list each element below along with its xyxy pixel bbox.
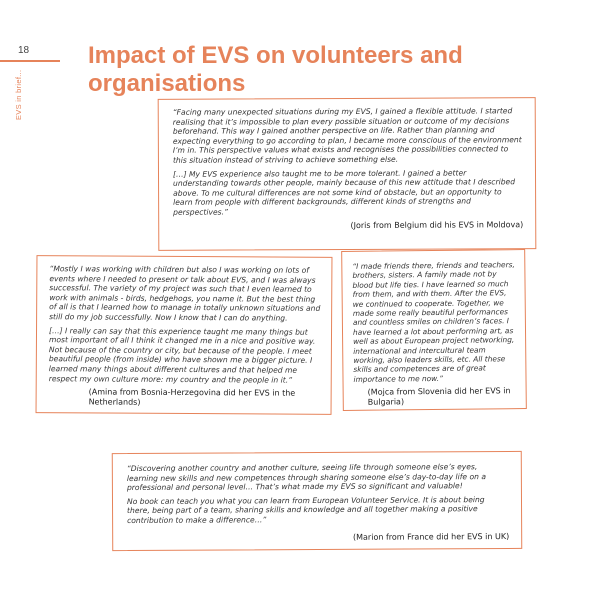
page-title: Impact of EVS on volunteers and organisations bbox=[88, 42, 463, 97]
quote-box-amina bbox=[36, 255, 333, 415]
page-number-rule bbox=[0, 60, 60, 62]
quote-paragraph: “I made friends there, friends and teachers, brothers, sisters. A family made not by blood but life ties. I have learned so much from them, and with them. After the EVS, we continued to cooperate. Together, we made some really beautiful performances and countless smiles on children’s faces. I have learned a lot about performing art, as well as about European project networking, international and intercultural team working, also leaders skills, etc. All these skills and competences are of great importance to me now.” bbox=[352, 260, 515, 384]
quote-paragraph: […] I really can say that this experience taught me many things but most important of all I think it changed me in a nice and positive way. Not because of the country or city, but because of the people. I meet beautiful people (from inside) who have shown me a bigger picture. I learned many things about different cultures and that helped me respect my own culture more: my country and the people in it.” bbox=[48, 325, 316, 385]
quote-box-mojca bbox=[341, 249, 527, 411]
page-number: 18 bbox=[18, 45, 30, 56]
quote-paragraph: “Discovering another country and another culture, seeing life through someone else’s eyes, learning new skills and new competences through sharing someone else’s day-to-day life on a professional and personal level… That’s what made my EVS so significant and valuable! bbox=[126, 462, 487, 493]
quote-paragraph: […] My EVS experience also taught me to be more tolerant. I gained a better understanding towards other people, mainly because of this new attitude that I described above. To me cultural differences are not some kind of obstacle, but an opportunity to learn from people with different backgrounds, different kinds of strengths and perspectives.” bbox=[172, 168, 516, 217]
side-section-label: EVS in brief... bbox=[14, 69, 23, 120]
quote-paragraph: No book can teach you what you can learn from European Volunteer Service. It is about being there, being part of a team, sharing skills and knowledge and all together making a positive contribution to make a difference…” bbox=[126, 494, 485, 525]
quote-attribution: (Amina from Bosnia-Herzegovina did her EVS in the Netherlands) bbox=[88, 387, 296, 407]
quote-box-joris bbox=[158, 97, 537, 251]
quote-attribution: (Joris from Belgium did his EVS in Moldova) bbox=[350, 219, 524, 230]
quote-attribution: (Mojca from Slovenia did her EVS in Bulgaria) bbox=[367, 386, 511, 407]
quote-paragraph: “Facing many unexpected situations during my EVS, I gained a flexible attitude. I started realising that it’s impossible to plan every possible situation or outcome of my decisions beforehand. This way I gained another perspective on life. Rather than planning and expecting everything to go according to plan, I became more conscious of the environment I’m in. This perspective values what exists and recognises the possibilities connected to this situation instead of striving to achieve something else. bbox=[172, 106, 522, 165]
quote-box-marion bbox=[112, 451, 523, 551]
quote-attribution: (Marion from France did her EVS in UK) bbox=[352, 531, 510, 542]
quote-paragraph: “Mostly I was working with children but also I was working on lots of events where I needed to present or talk about EVS, and I was always successful. The variety of my project was such that I even learned to work with animals - birds, hedgehogs, you name it. But the best thing of all is that I learned how to manage in totally unknown situations and still do my job successfully. Now I know that I can do anything. bbox=[49, 264, 321, 323]
